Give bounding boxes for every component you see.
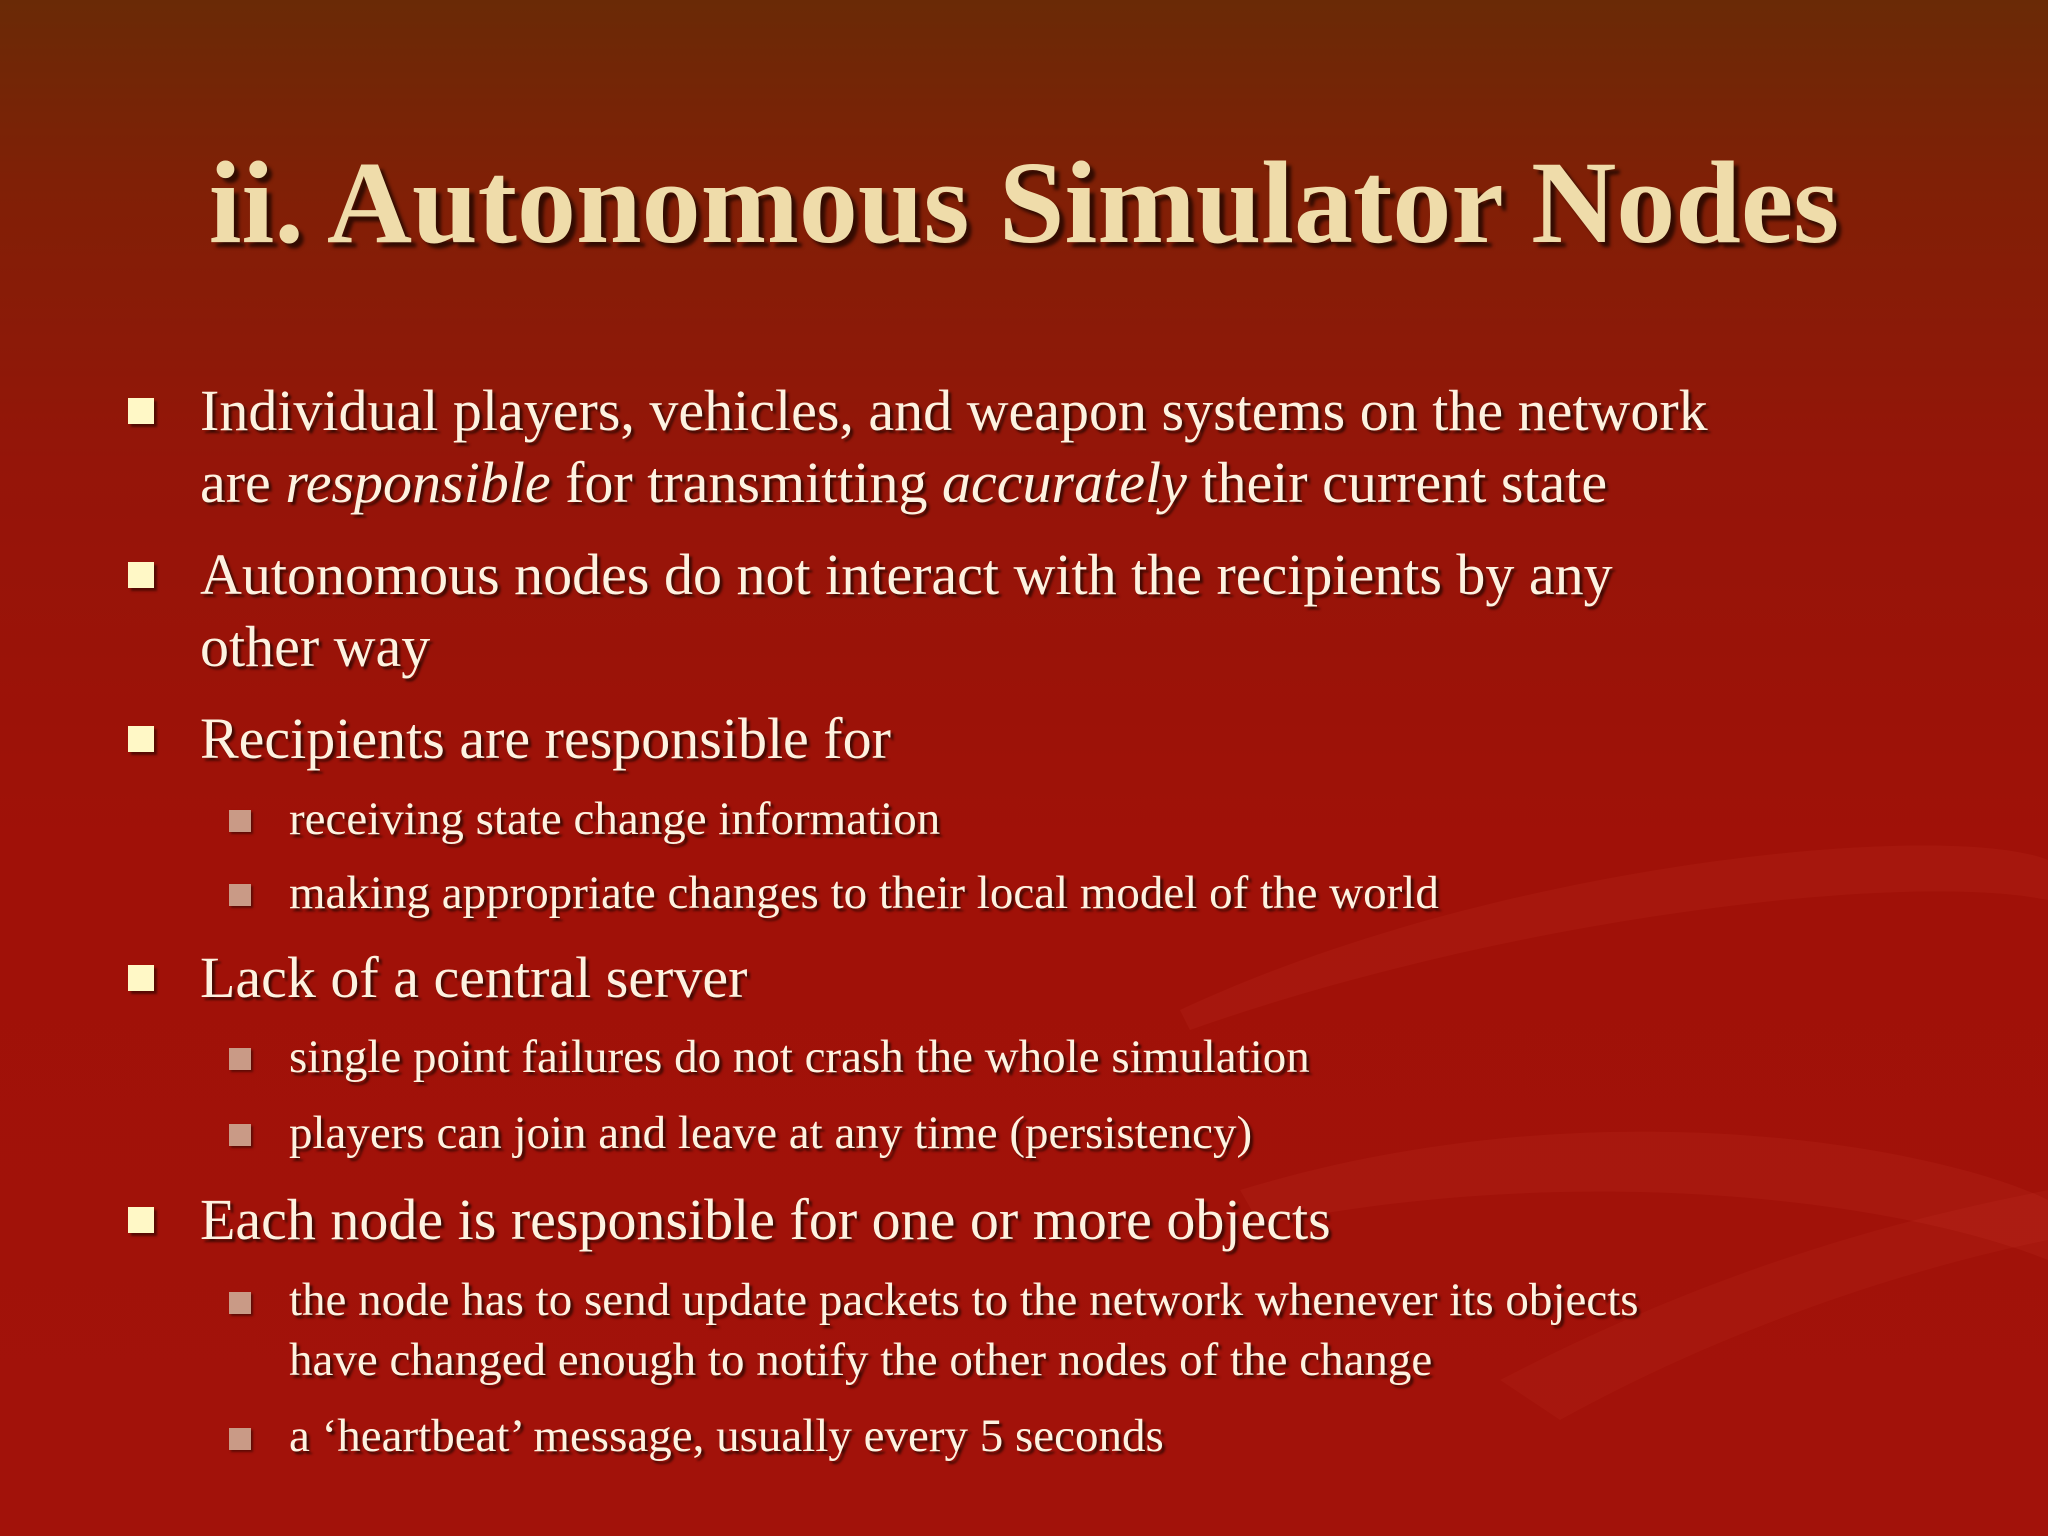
- bullet-2-line-2: other way: [200, 614, 431, 679]
- bullet-1-text-c: their current state: [1186, 450, 1608, 515]
- sub-bullet-marker: [229, 810, 251, 832]
- bullet-marker: [128, 965, 154, 991]
- bullet-4-line-1: Lack of a central server: [200, 945, 748, 1010]
- bullet-2-line-1: Autonomous nodes do not interact with the recipients by any: [200, 542, 1613, 607]
- bullet-1-text-a: are: [200, 450, 286, 515]
- bullet-4-sub-2: players can join and leave at any time (persistency): [289, 1107, 1253, 1159]
- sub-bullet-marker: [229, 1292, 251, 1314]
- bullet-marker: [128, 1207, 154, 1233]
- bullet-1-line-1: Individual players, vehicles, and weapon systems on the network: [200, 378, 1708, 443]
- bullet-5-sub-1-line-1: the node has to send update packets to the network whenever its objects: [289, 1274, 1639, 1326]
- emphasis-responsible: responsible: [285, 450, 551, 515]
- bullet-1-line-2: [200, 447, 1607, 519]
- bullet-5-line-1: Each node is responsible for one or more objects: [200, 1187, 1331, 1252]
- slide-title: ii. Autonomous Simulator Nodes: [208, 137, 1840, 268]
- bullet-1-text-b: for transmitting: [550, 450, 943, 515]
- bullet-marker: [128, 562, 154, 588]
- bullet-3-sub-2: making appropriate changes to their local model of the world: [289, 867, 1439, 919]
- emphasis-accurately: accurately: [942, 450, 1187, 515]
- sub-bullet-marker: [229, 1048, 251, 1070]
- bullet-4-sub-1: single point failures do not crash the whole simulation: [289, 1031, 1310, 1083]
- bullet-marker: [128, 398, 154, 424]
- bullet-3-sub-1: receiving state change information: [289, 793, 941, 845]
- sub-bullet-marker: [229, 1124, 251, 1146]
- bullet-marker: [128, 726, 154, 752]
- bullet-3-line-1: Recipients are responsible for: [200, 706, 891, 771]
- bullet-5-sub-1-line-2: have changed enough to notify the other nodes of the change: [289, 1334, 1433, 1386]
- bullet-5-sub-2: a ‘heartbeat’ message, usually every 5 seconds: [289, 1410, 1164, 1462]
- sub-bullet-marker: [229, 884, 251, 906]
- sub-bullet-marker: [229, 1428, 251, 1450]
